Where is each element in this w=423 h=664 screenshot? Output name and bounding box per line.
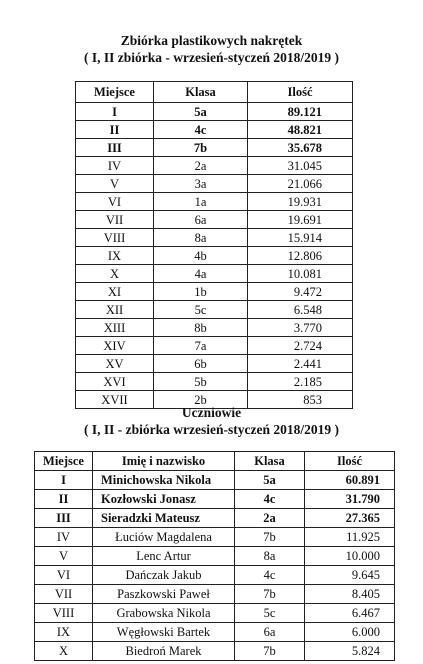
class-cell: 2b (154, 391, 248, 409)
class-cell: 2a (154, 157, 248, 175)
class-cell: 5a (235, 471, 305, 490)
class-cell: 7b (235, 642, 305, 661)
table-row (35, 585, 395, 604)
table-row (35, 471, 395, 490)
quantity-cell: 10.000 (305, 547, 395, 566)
class-cell: 1a (154, 193, 248, 211)
header-quantity: Ilość (305, 452, 395, 471)
place-cell: IX (35, 623, 93, 642)
student-name-cell: Kozłowski Jonasz (93, 490, 235, 509)
student-name-cell: Lenc Artur (93, 547, 235, 566)
student-name-cell: Paszkowski Paweł (93, 585, 235, 604)
class-cell: 6a (154, 211, 248, 229)
place-cell: IV (76, 157, 154, 175)
quantity-cell: 6.000 (305, 623, 395, 642)
quantity-cell: 9.645 (305, 566, 395, 585)
quantity-cell: 2.441 (248, 355, 353, 373)
place-cell: X (35, 642, 93, 661)
class-cell: 8a (154, 229, 248, 247)
quantity-cell: 89.121 (248, 103, 353, 121)
class-cell: 1b (154, 283, 248, 301)
class-cell: 6b (154, 355, 248, 373)
section1-title: Zbiórka plastikowych nakrętek (120, 33, 303, 48)
table-header-row (76, 82, 353, 103)
class-cell: 7b (154, 139, 248, 157)
header-name: Imię i nazwisko (93, 452, 235, 471)
class-cell: 4b (154, 247, 248, 265)
place-cell: VII (35, 585, 93, 604)
class-cell: 2a (235, 509, 305, 528)
quantity-cell: 11.925 (305, 528, 395, 547)
table-row (76, 337, 353, 355)
class-cell: 5c (235, 604, 305, 623)
table-row (35, 528, 395, 547)
class-cell: 7b (235, 585, 305, 604)
table-row (76, 103, 353, 121)
header-class: Klasa (154, 82, 248, 103)
class-cell: 4c (235, 490, 305, 509)
table-row (76, 247, 353, 265)
table-row (35, 490, 395, 509)
table-row (76, 265, 353, 283)
quantity-cell: 9.472 (248, 283, 353, 301)
place-cell: XI (76, 283, 154, 301)
quantity-cell: 6.548 (248, 301, 353, 319)
class-cell: 8a (235, 547, 305, 566)
class-cell: 5c (154, 301, 248, 319)
table-row (76, 157, 353, 175)
header-place: Miejsce (76, 82, 154, 103)
place-cell: IV (35, 528, 93, 547)
table-header-row (35, 452, 395, 471)
header-place: Miejsce (35, 452, 93, 471)
place-cell: III (76, 139, 154, 157)
place-cell: IX (76, 247, 154, 265)
place-cell: XIV (76, 337, 154, 355)
table-row (35, 642, 395, 661)
place-cell: II (76, 121, 154, 139)
place-cell: XII (76, 301, 154, 319)
place-cell: I (76, 103, 154, 121)
class-cell: 7b (235, 528, 305, 547)
place-cell: I (35, 471, 93, 490)
place-cell: VIII (35, 604, 93, 623)
place-cell: VI (35, 566, 93, 585)
quantity-cell: 12.806 (248, 247, 353, 265)
student-name-cell: Węgłowski Bartek (93, 623, 235, 642)
table-row (76, 355, 353, 373)
quantity-cell: 31.790 (305, 490, 395, 509)
quantity-cell: 60.891 (305, 471, 395, 490)
student-name-cell: Biedroń Marek (93, 642, 235, 661)
class-cell: 4c (235, 566, 305, 585)
place-cell: II (35, 490, 93, 509)
place-cell: VI (76, 193, 154, 211)
place-cell: VIII (76, 229, 154, 247)
place-cell: XVI (76, 373, 154, 391)
table-row (76, 283, 353, 301)
class-cell: 4a (154, 265, 248, 283)
table-row (76, 139, 353, 157)
place-cell: XVII (76, 391, 154, 409)
class-cell: 6a (235, 623, 305, 642)
quantity-cell: 6.467 (305, 604, 395, 623)
quantity-cell: 8.405 (305, 585, 395, 604)
quantity-cell: 2.185 (248, 373, 353, 391)
place-cell: XV (76, 355, 154, 373)
class-cell: 3a (154, 175, 248, 193)
table-row (35, 509, 395, 528)
place-cell: VII (76, 211, 154, 229)
place-cell: V (35, 547, 93, 566)
table-row (35, 623, 395, 642)
class-ranking-table (75, 81, 353, 409)
quantity-cell: 853 (248, 391, 353, 409)
quantity-cell: 31.045 (248, 157, 353, 175)
quantity-cell: 48.821 (248, 121, 353, 139)
table-row (35, 566, 395, 585)
quantity-cell: 27.365 (305, 509, 395, 528)
table-row (76, 373, 353, 391)
quantity-cell: 2.724 (248, 337, 353, 355)
section2-title: Uczniowie (181, 405, 242, 420)
place-cell: XIII (76, 319, 154, 337)
place-cell: III (35, 509, 93, 528)
quantity-cell: 19.931 (248, 193, 353, 211)
class-cell: 4c (154, 121, 248, 139)
section2-subtitle: ( I, II - zbiórka wrzesień-styczeń 2018/2019 ) (84, 422, 339, 437)
student-name-cell: Sieradzki Mateusz (93, 509, 235, 528)
class-cell: 5b (154, 373, 248, 391)
table-row (76, 301, 353, 319)
student-name-cell: Dańczak Jakub (93, 566, 235, 585)
class-cell: 5a (154, 103, 248, 121)
quantity-cell: 21.066 (248, 175, 353, 193)
quantity-cell: 15.914 (248, 229, 353, 247)
class-cell: 8b (154, 319, 248, 337)
table-row (76, 175, 353, 193)
table-row (76, 229, 353, 247)
quantity-cell: 10.081 (248, 265, 353, 283)
table-row (76, 211, 353, 229)
student-name-cell: Łuciów Magdalena (93, 528, 235, 547)
table-row (76, 319, 353, 337)
table-row (76, 121, 353, 139)
table-row (35, 547, 395, 566)
header-quantity: Ilość (248, 82, 353, 103)
quantity-cell: 3.770 (248, 319, 353, 337)
quantity-cell: 35.678 (248, 139, 353, 157)
quantity-cell: 19.691 (248, 211, 353, 229)
class-cell: 7a (154, 337, 248, 355)
table-row (76, 193, 353, 211)
student-name-cell: Minichowska Nikola (93, 471, 235, 490)
table-row (35, 604, 395, 623)
place-cell: V (76, 175, 154, 193)
place-cell: X (76, 265, 154, 283)
section1-subtitle: ( I, II zbiórka - wrzesień-styczeń 2018/2019 ) (84, 50, 339, 65)
quantity-cell: 5.824 (305, 642, 395, 661)
header-class: Klasa (235, 452, 305, 471)
student-ranking-table (34, 451, 395, 661)
student-name-cell: Grabowska Nikola (93, 604, 235, 623)
